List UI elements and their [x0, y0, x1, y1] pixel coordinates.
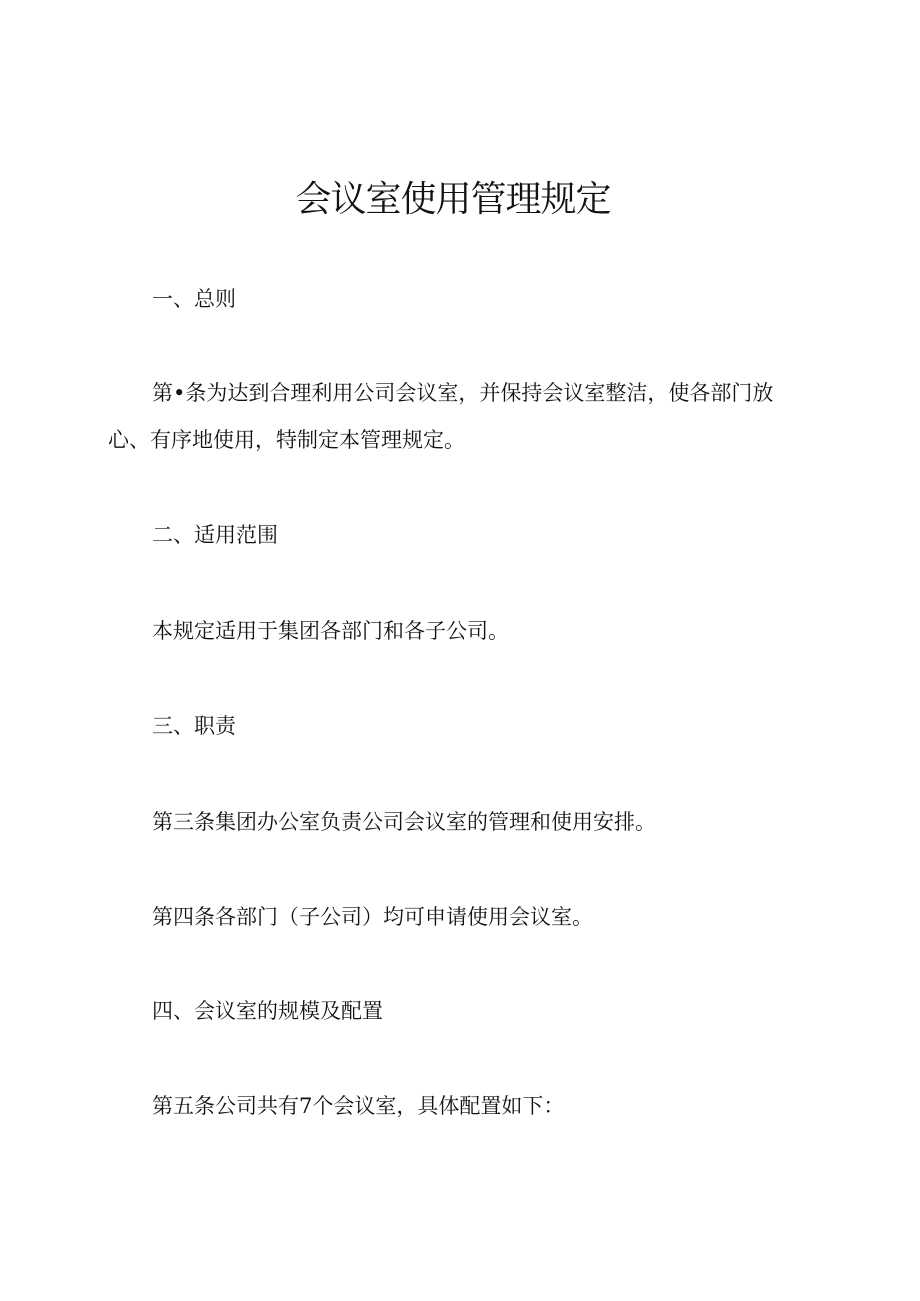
article-3-paragraph: 第三条集团办公室负责公司会议室的管理和使用安排。 [152, 810, 656, 834]
section-heading-duties: 三、职责 [152, 714, 236, 738]
article-4-paragraph: 第四条各部门（子公司）均可申请使用会议室。 [152, 905, 593, 929]
scope-paragraph: 本规定适用于集团各部门和各子公司。 [152, 619, 509, 643]
article-1-line-1: 第•条为达到合理利用公司会议室，并保持会议室整洁，使各部门放 [152, 381, 774, 405]
section-heading-scope: 二、适用范围 [152, 523, 278, 547]
section-heading-general: 一、总则 [152, 287, 236, 311]
article-5-paragraph: 第五条公司共有7个会议室，具体配置如下： [152, 1094, 565, 1118]
document-title: 会议室使用管理规定 [295, 179, 611, 220]
section-heading-scale-config: 四、会议室的规模及配置 [152, 999, 383, 1023]
article-1-line-2: 心、有序地使用，特制定本管理规定。 [108, 428, 465, 452]
